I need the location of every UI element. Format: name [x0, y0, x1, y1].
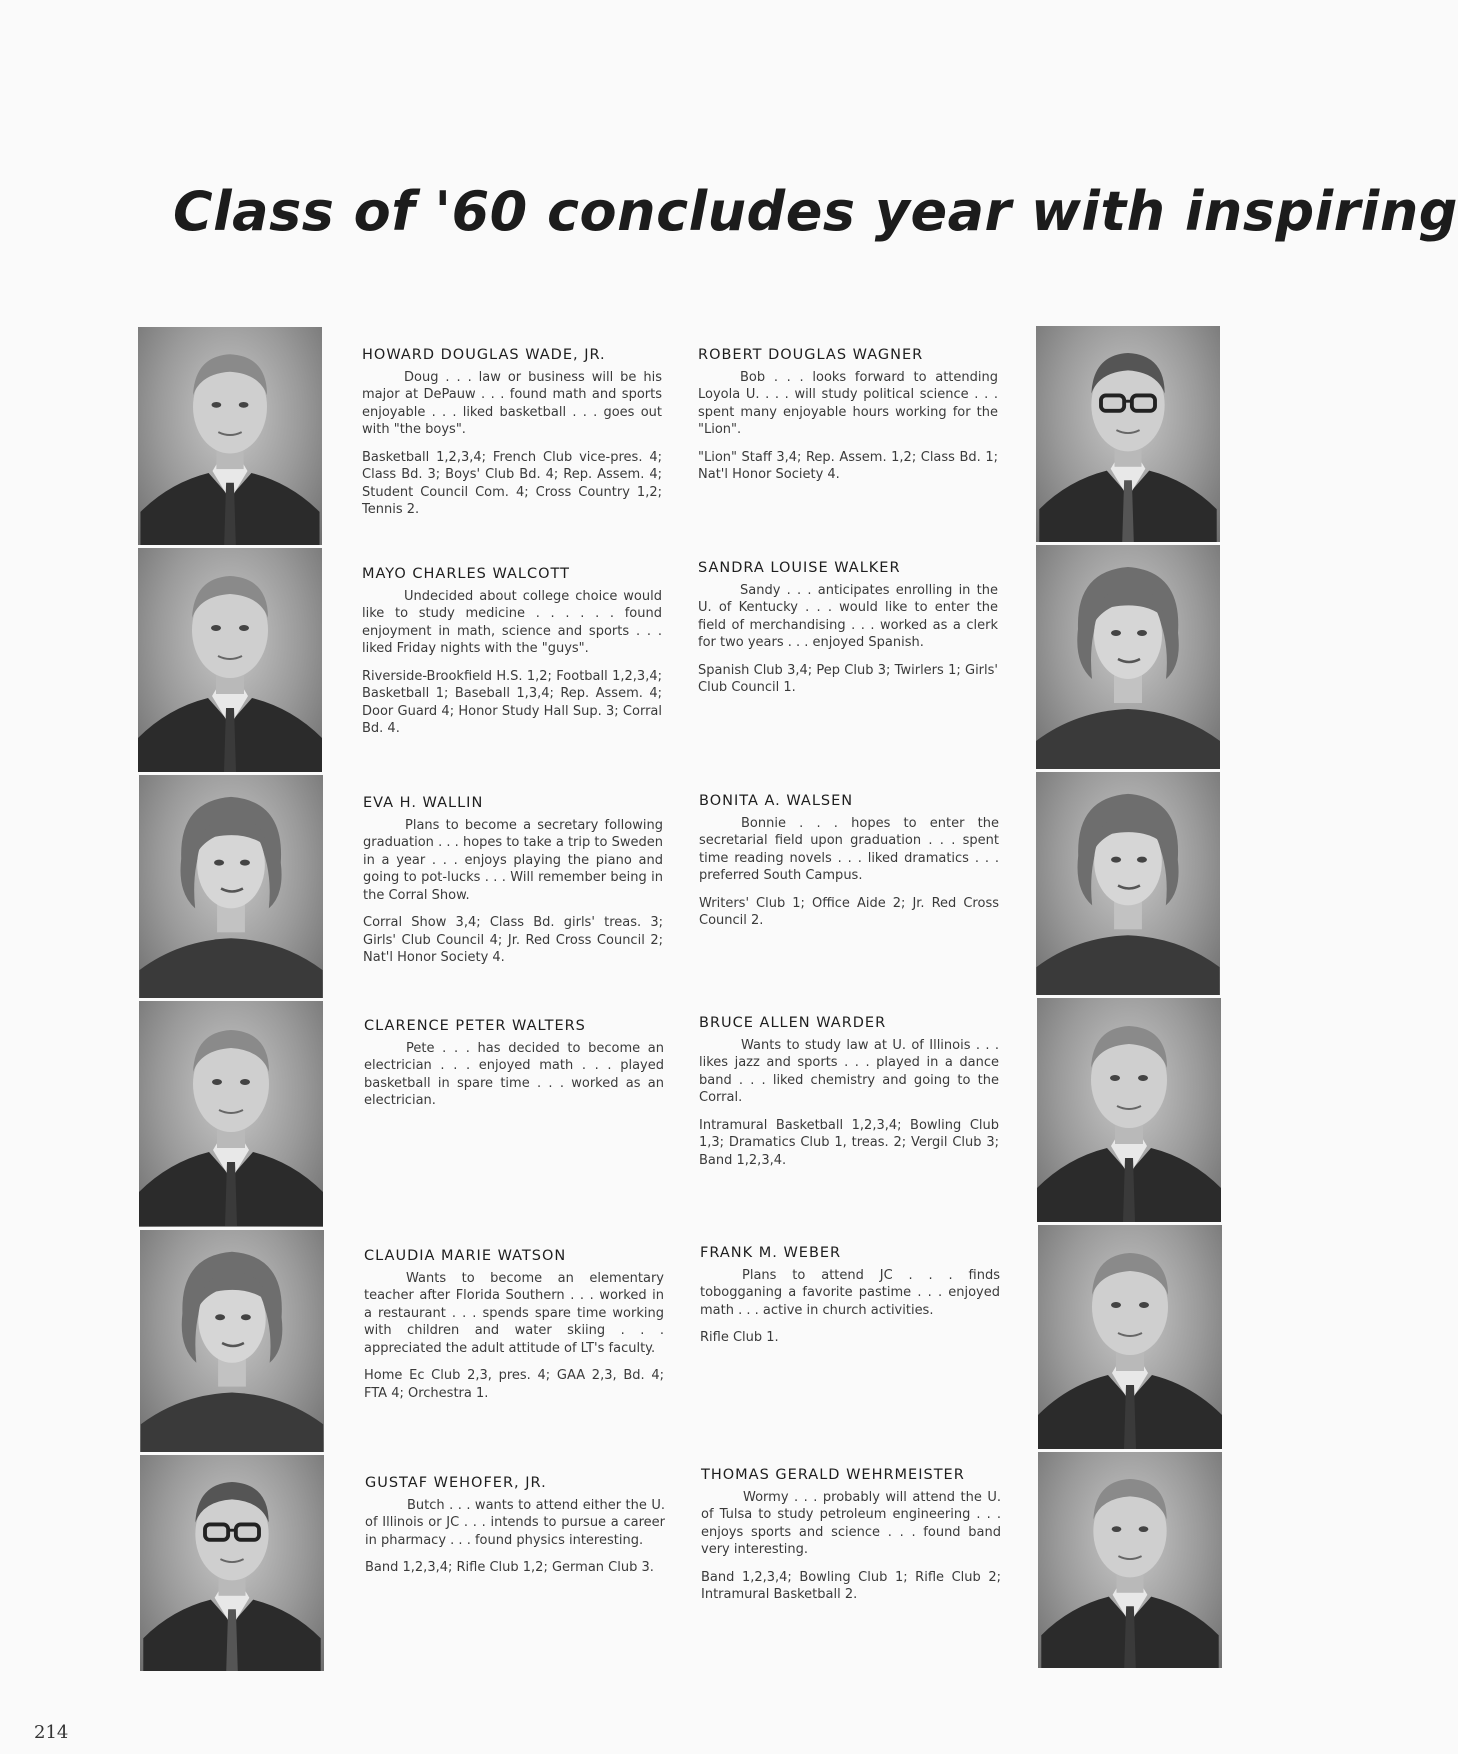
student-name: HOWARD DOUGLAS WADE, JR. [362, 347, 606, 363]
student-bio: Wants to study law at U. of Illinois . . . likes jazz and sports . . . played in a dance band . . . liked chemistry and going to the Corral. [699, 1037, 999, 1105]
student-entry [362, 347, 662, 519]
student-activities: Writers' Club 1; Office Aide 2; Jr. Red Cross Council 2. [699, 895, 999, 928]
student-name: SANDRA LOUISE WALKER [698, 560, 901, 576]
student-bio: Undecided about college choice would like to study medicine . . . . . . found enjoyment in math, science and sports . . . liked Friday nights with the "guys". [362, 588, 662, 656]
student-activities: Rifle Club 1. [700, 1330, 779, 1345]
student-name: THOMAS GERALD WEHRMEISTER [701, 1467, 965, 1483]
student-name: ROBERT DOUGLAS WAGNER [698, 347, 924, 363]
student-bio: Doug . . . law or business will be his major at DePauw . . . found math and sports enjoyable . . . liked basketball . . . goes out with "the boys". [362, 369, 662, 437]
student-activities: Corral Show 3,4; Class Bd. girls' treas. 3; Girls' Club Council 4; Jr. Red Cross Council 2; Nat'l Honor Society 4. [363, 915, 663, 965]
student-name: CLARENCE PETER WALTERS [364, 1018, 586, 1034]
student-entry [701, 1467, 1001, 1604]
student-entry [699, 1015, 999, 1169]
portrait-image [1036, 772, 1220, 995]
page-number: 214 [34, 1722, 69, 1743]
student-photo [1036, 545, 1220, 769]
student-bio: Wormy . . . probably will attend the U. of Tulsa to study petroleum engineering . . . enjoys sports and science . . . found band very interesting. [701, 1489, 1001, 1557]
student-name: GUSTAF WEHOFER, JR. [365, 1475, 547, 1491]
portrait-image [1038, 1225, 1222, 1449]
student-activities: Spanish Club 3,4; Pep Club 3; Twirlers 1; Girls' Club Council 1. [698, 662, 998, 695]
student-photo [140, 1230, 324, 1452]
portrait-image [1038, 1452, 1222, 1668]
portrait-image [1036, 326, 1220, 542]
student-photo [140, 1455, 324, 1671]
student-photo [1038, 1225, 1222, 1449]
student-name: MAYO CHARLES WALCOTT [362, 566, 571, 582]
student-entry [363, 795, 663, 967]
student-activities: Intramural Basketball 1,2,3,4; Bowling Club 1,3; Dramatics Club 1, treas. 2; Vergil Club 3; Band 1,2,3,4. [699, 1117, 999, 1168]
student-photo [1036, 772, 1220, 995]
student-entry [364, 1248, 664, 1402]
student-bio: Plans to attend JC . . . finds tobogganing a favorite pastime . . . enjoyed math . . . active in church activities. [700, 1267, 1000, 1318]
student-activities: Band 1,2,3,4; Bowling Club 1; Rifle Club 2; Intramural Basketball 2. [701, 1569, 1001, 1602]
student-name: BONITA A. WALSEN [699, 793, 854, 809]
student-photo [1036, 326, 1220, 542]
portrait-image [139, 775, 323, 998]
student-bio: Sandy . . . anticipates enrolling in the U. of Kentucky . . . would like to enter the field of merchandising . . . worked as a clerk for two years . . . enjoyed Spanish. [698, 582, 998, 650]
student-name: CLAUDIA MARIE WATSON [364, 1248, 567, 1264]
student-photo [138, 327, 322, 545]
student-entry [698, 560, 998, 697]
student-bio: Butch . . . wants to attend either the U. of Illinois or JC . . . intends to pursue a career in pharmacy . . . found physics interesting. [365, 1497, 665, 1548]
student-name: FRANK M. WEBER [700, 1245, 842, 1261]
student-activities: Riverside-Brookfield H.S. 1,2; Football 1,2,3,4; Basketball 1; Baseball 1,3,4; Rep. Assem. 4; Door Guard 4; Honor Study Hall Sup. 3; Corral Bd. 4. [362, 668, 662, 736]
student-activities: "Lion" Staff 3,4; Rep. Assem. 1,2; Class Bd. 1; Nat'l Honor Society 4. [698, 449, 998, 482]
student-bio: Wants to become an elementary teacher after Florida Southern . . . worked in a restaurant . . . spends spare time working with children and water skiing . . . appreciated the adult attitude of LT's faculty. [364, 1270, 664, 1356]
student-name: BRUCE ALLEN WARDER [699, 1015, 887, 1031]
portrait-image [140, 1230, 324, 1452]
student-photo [138, 548, 322, 772]
student-bio: Bob . . . looks forward to attending Loyola U. . . . will study political science . . . spent many enjoyable hours working for the "Lion". [698, 369, 998, 437]
page-headline: Class of '60 concludes year with inspiring [173, 180, 1458, 243]
student-entry [364, 1018, 664, 1110]
portrait-image [138, 327, 322, 545]
student-bio: Bonnie . . . hopes to enter the secretarial field upon graduation . . . spent time reading novels . . . liked dramatics . . . preferred South Campus. [699, 815, 999, 883]
student-bio: Plans to become a secretary following graduation . . . hopes to take a trip to Sweden in a year . . . enjoys playing the piano and going to pot-lucks . . . Will remember being in the Corral Show. [363, 817, 663, 903]
student-activities: Basketball 1,2,3,4; French Club vice-pres. 4; Class Bd. 3; Boys' Club Bd. 4; Rep. Assem. 4; Student Council Com. 4; Cross Country 1,2; Tennis 2. [362, 449, 662, 517]
student-photo [1038, 1452, 1222, 1668]
student-photo [139, 1001, 323, 1227]
portrait-image [1036, 545, 1220, 769]
student-photo [1037, 998, 1221, 1222]
student-entry [699, 793, 999, 930]
student-photo [139, 775, 323, 998]
student-entry [700, 1245, 1000, 1347]
student-entry [365, 1475, 665, 1577]
portrait-image [140, 1455, 324, 1671]
portrait-image [138, 548, 322, 772]
portrait-image [139, 1001, 323, 1227]
student-name: EVA H. WALLIN [363, 795, 484, 811]
student-entry [698, 347, 998, 484]
student-activities: Home Ec Club 2,3, pres. 4; GAA 2,3, Bd. 4; FTA 4; Orchestra 1. [364, 1368, 664, 1401]
portrait-image [1037, 998, 1221, 1222]
student-bio: Pete . . . has decided to become an electrician . . . enjoyed math . . . played basketball in spare time . . . worked as an electrician. [364, 1040, 664, 1108]
student-activities: Band 1,2,3,4; Rifle Club 1,2; German Club 3. [365, 1560, 654, 1575]
student-entry [362, 566, 662, 738]
